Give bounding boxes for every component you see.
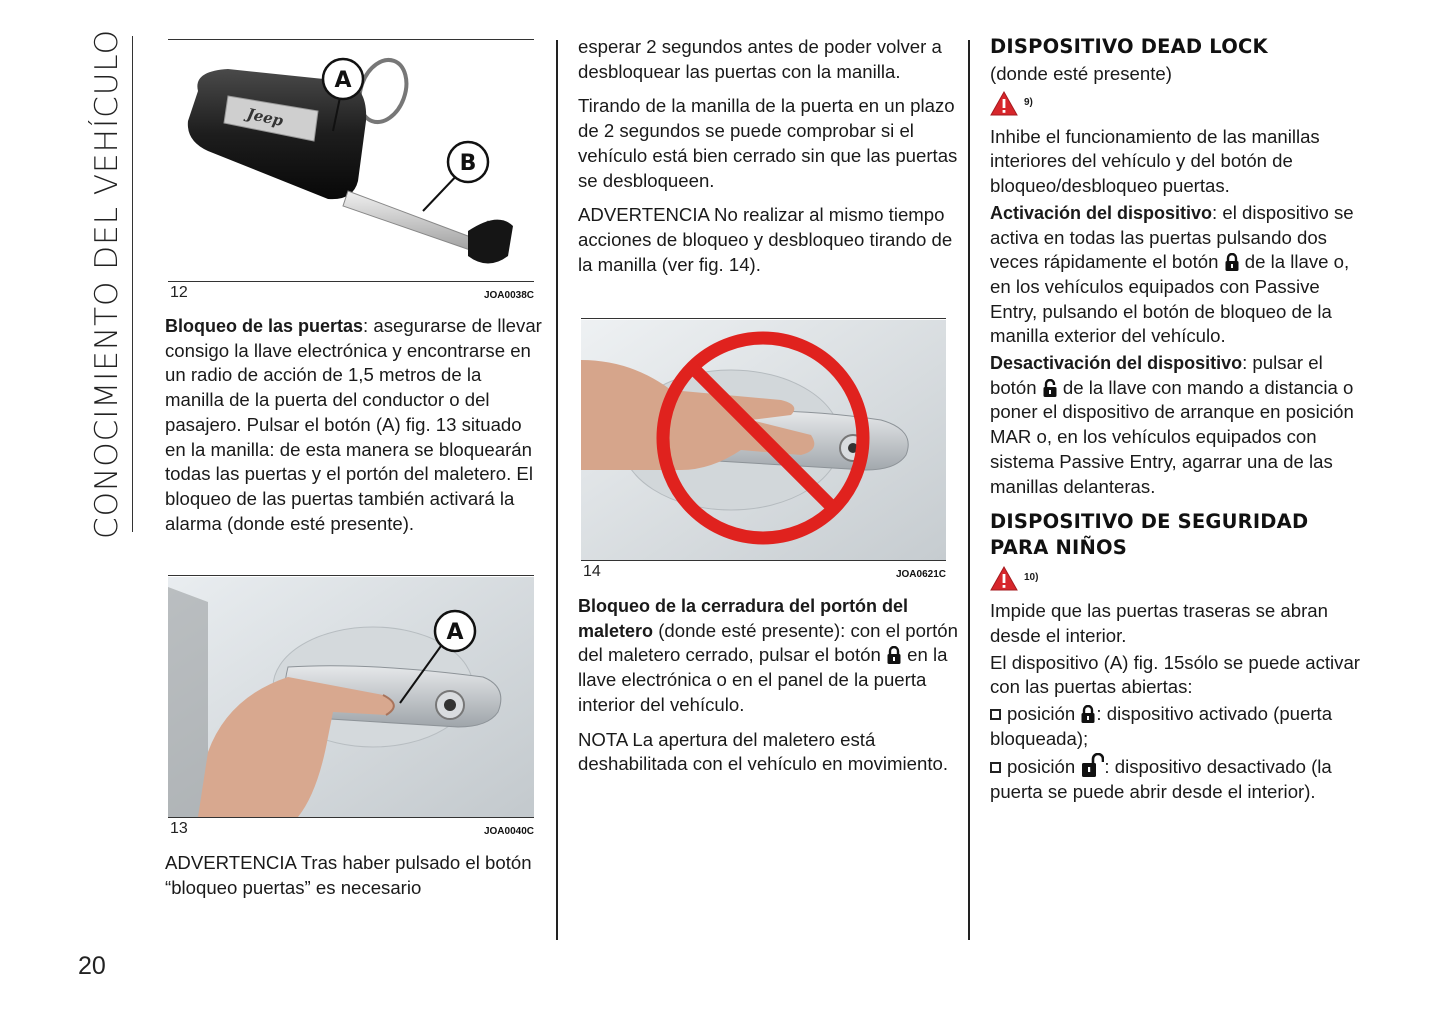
bullet-icon (990, 709, 1001, 720)
figure-12 (168, 39, 534, 304)
warning-ref-9: 9) (990, 91, 1370, 117)
paragraph-impide: Impide que las puertas traseras se abran desde el interior. (990, 600, 1328, 646)
figure-number: 12 (170, 284, 188, 301)
list-item-activated: posición : dispositivo activado (puerta bloqueada); (990, 703, 1333, 749)
paragraph-device-a: El dispositivo (A) fig. 15sólo se puede activar con las puertas abiertas: (990, 651, 1360, 698)
figure-13 (168, 575, 534, 845)
warning-icon (990, 91, 1018, 116)
open-padlock-icon (1080, 753, 1104, 779)
paragraph-activation: Activación del dispositivo: el dispositivo se activa en todas las puertas pulsando dos veces rápidamente el botón de la llave o, en los vehículos equipados con Passive Entry, pulsando el botón de bloqueo de la manilla exterior del vehículo. (990, 201, 1354, 347)
list-item-deactivated: posición : dispositivo desactivado (la puerta se puede abrir desde el interior). (990, 753, 1370, 804)
paragraph-door-lock: Bloqueo de las puertas: asegurarse de llevar consigo la llave electrónica y encontrarse en un radio de acción de 1,5 metros de la manilla de la puerta del conductor o del pasajero. Pulsar el botón (A) fig. 13 situado en la manilla: de esta manera se bloquearán todas las puertas y el portón del maletero. El bloqueo de las puertas también activará la alarma (donde esté presente). (165, 315, 542, 534)
column-divider (968, 40, 970, 940)
warning-icon (990, 566, 1018, 591)
figure-code: JOA0038C (483, 290, 534, 301)
callout-a: A (334, 68, 352, 93)
callout-b: B (459, 151, 477, 176)
figure-code: JOA0621C (895, 569, 946, 580)
figure-14 (581, 318, 946, 588)
unlock-icon (1042, 379, 1058, 397)
key-fob-image (168, 41, 534, 281)
door-handle-press-image (168, 577, 534, 817)
column-1-text-bottom (165, 851, 543, 910)
chapter-title (82, 28, 133, 540)
paragraph-nota: NOTA La apertura del maletero está deshabilitada con el vehículo en movimiento. (578, 728, 949, 775)
paragraph-tailgate-lock: Bloqueo de la cerradura del portón del maletero (donde esté presente): con el portón del maletero cerrado, pulsar el botón en la llave electrónica o en el panel de la puerta interior del vehículo. (578, 596, 958, 715)
figure-number: 14 (583, 563, 601, 580)
lock-icon (1080, 705, 1096, 723)
paragraph-advertencia-2: ADVERTENCIA No realizar al mismo tiempo acciones de bloqueo y desbloqueo tirando de la manilla (ver fig. 14). (578, 204, 953, 275)
chapter-title-text: CONOCIMIENTO DEL VEHÍCULO (89, 28, 125, 540)
lock-icon (1224, 253, 1240, 271)
column-3 (990, 34, 1370, 815)
paragraph-advertencia: ADVERTENCIA Tras haber pulsado el botón “bloqueo puertas” es necesario (165, 852, 532, 898)
heading-dead-lock: DISPOSITIVO DEAD LOCK (990, 35, 1268, 58)
column-2-text-top (578, 35, 958, 287)
column-2-text-bottom (578, 594, 958, 787)
bullet-icon (990, 762, 1001, 773)
heading-dead-lock-subtitle: (donde esté presente) (990, 63, 1172, 84)
paragraph-deactivation: Desactivación del dispositivo: pulsar el botón de la llave con mando a distancia o poner el dispositivo de arranque en posición MAR o, en los vehículos equipados con sistema Passive Entry, agarrar una de las manillas delanteras. (990, 352, 1354, 497)
lock-icon (886, 646, 902, 664)
paragraph-check: Tirando de la manilla de la puerta en un plazo de 2 segundos se puede comprobar si el vehículo está bien cerrado sin que las puertas se desbloqueen. (578, 95, 958, 191)
column-1-text-top (165, 314, 543, 546)
page-number: 20 (78, 952, 106, 980)
figure-number: 13 (170, 820, 188, 837)
heading-child-safety: DISPOSITIVO DE SEGURIDAD PARA NIÑOS (990, 510, 1309, 560)
prohibited-handle-image (581, 320, 946, 560)
paragraph-inhibe: Inhibe el funcionamiento de las manillas interiores del vehículo y del botón de bloqueo/desbloqueo puertas. (990, 125, 1320, 197)
jeep-logo: Jeep (245, 104, 285, 130)
callout-a: A (446, 620, 464, 645)
figure-code: JOA0040C (483, 826, 534, 837)
column-divider (556, 40, 558, 940)
warning-ref-10: 10) (990, 565, 1370, 591)
paragraph-wait: esperar 2 segundos antes de poder volver a desbloquear las puertas con la manilla. (578, 36, 942, 82)
